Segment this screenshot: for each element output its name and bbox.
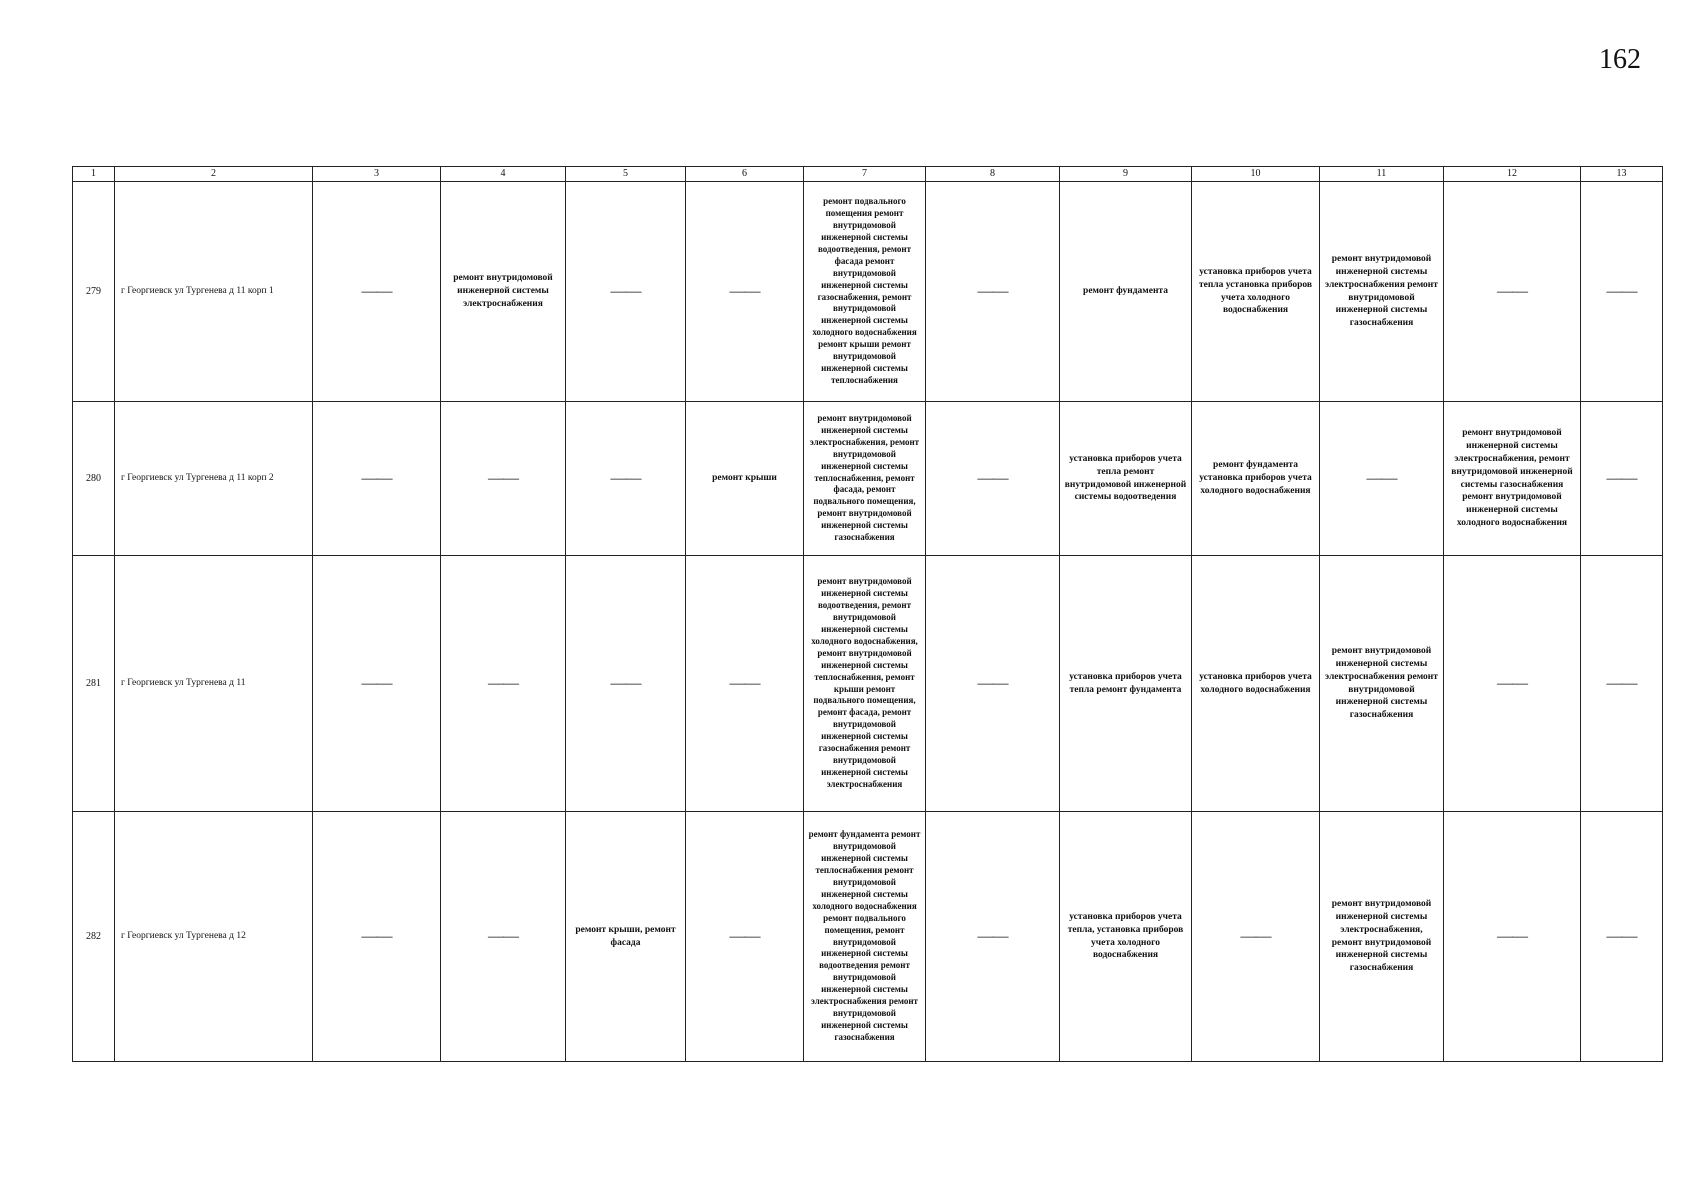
- cell-col8: ——: [926, 812, 1060, 1062]
- column-header: 4: [441, 167, 566, 182]
- cell-col4: ——: [441, 402, 566, 556]
- cell-col9: установка приборов учета тепла ремонт фундамента: [1060, 556, 1192, 812]
- cell-col3: ——: [313, 402, 441, 556]
- address-cell: г Георгиевск ул Тургенева д 11 корп 1: [115, 182, 313, 402]
- column-number-row: [73, 167, 1663, 182]
- cell-col13: ——: [1581, 812, 1663, 1062]
- cell-col10: установка приборов учета тепла установка приборов учета холодного водоснабжения: [1192, 182, 1320, 402]
- cell-col10: ——: [1192, 812, 1320, 1062]
- page-number: 162: [1599, 44, 1641, 75]
- cell-col5: ——: [566, 556, 686, 812]
- cell-col9: ремонт фундамента: [1060, 182, 1192, 402]
- cell-col7: ремонт внутридомовой инженерной системы водоотведения, ремонт внутридомовой инженерной системы холодного водоснабжения, ремонт внутридомовой инженерной системы теплоснабжения, ремонт крыши ремонт подвального помещения, ремонт фасада, ремонт внутридомовой инженерной системы газоснабжения ремонт внутридомовой инженерной системы электроснабжения: [804, 556, 926, 812]
- table-row: [73, 812, 1663, 1062]
- column-header: 9: [1060, 167, 1192, 182]
- cell-col11: ремонт внутридомовой инженерной системы электроснабжения ремонт внутридомовой инженерной системы газоснабжения: [1320, 556, 1444, 812]
- column-header: 11: [1320, 167, 1444, 182]
- cell-col5: ——: [566, 402, 686, 556]
- cell-col10: ремонт фундамента установка приборов учета холодного водоснабжения: [1192, 402, 1320, 556]
- row-number: 282: [73, 812, 115, 1062]
- cell-col12: ——: [1444, 812, 1581, 1062]
- column-header: 6: [686, 167, 804, 182]
- column-header: 5: [566, 167, 686, 182]
- column-header: 13: [1581, 167, 1663, 182]
- cell-col13: ——: [1581, 556, 1663, 812]
- cell-col6: ——: [686, 812, 804, 1062]
- row-number: 280: [73, 402, 115, 556]
- cell-col3: ——: [313, 812, 441, 1062]
- cell-col9: установка приборов учета тепла, установка приборов учета холодного водоснабжения: [1060, 812, 1192, 1062]
- column-header: 10: [1192, 167, 1320, 182]
- column-header: 8: [926, 167, 1060, 182]
- address-cell: г Георгиевск ул Тургенева д 11 корп 2: [115, 402, 313, 556]
- cell-col6: ——: [686, 556, 804, 812]
- cell-col7: ремонт фундамента ремонт внутридомовой инженерной системы теплоснабжения ремонт внутридомовой инженерной системы холодного водоснабжения ремонт подвального помещения, ремонт внутридомовой инженерной системы водоотведения ремонт внутридомовой инженерной системы электроснабжения ремонт внутридомовой инженерной системы газоснабжения: [804, 812, 926, 1062]
- cell-col3: ——: [313, 182, 441, 402]
- cell-col7: ремонт внутридомовой инженерной системы электроснабжения, ремонт внутридомовой инженерной системы теплоснабжения, ремонт фасада, ремонт подвального помещения, ремонт внутридомовой инженерной системы газоснабжения: [804, 402, 926, 556]
- row-number: 279: [73, 182, 115, 402]
- table-row: [73, 402, 1663, 556]
- repair-schedule-table: [72, 166, 1663, 1062]
- cell-col11: ремонт внутридомовой инженерной системы электроснабжения ремонт внутридомовой инженерной системы газоснабжения: [1320, 182, 1444, 402]
- cell-col4: ——: [441, 556, 566, 812]
- cell-col6: ремонт крыши: [686, 402, 804, 556]
- cell-col5: ремонт крыши, ремонт фасада: [566, 812, 686, 1062]
- address-cell: г Георгиевск ул Тургенева д 12: [115, 812, 313, 1062]
- cell-col8: ——: [926, 182, 1060, 402]
- table-row: [73, 182, 1663, 402]
- cell-col3: ——: [313, 556, 441, 812]
- column-header: 1: [73, 167, 115, 182]
- cell-col11: ——: [1320, 402, 1444, 556]
- cell-col9: установка приборов учета тепла ремонт внутридомовой инженерной системы водоотведения: [1060, 402, 1192, 556]
- row-number: 281: [73, 556, 115, 812]
- cell-col4: ремонт внутридомовой инженерной системы электроснабжения: [441, 182, 566, 402]
- cell-col11: ремонт внутридомовой инженерной системы электроснабжения, ремонт внутридомовой инженерной системы газоснабжения: [1320, 812, 1444, 1062]
- address-cell: г Георгиевск ул Тургенева д 11: [115, 556, 313, 812]
- cell-col4: ——: [441, 812, 566, 1062]
- column-header: 12: [1444, 167, 1581, 182]
- column-header: 7: [804, 167, 926, 182]
- cell-col10: установка приборов учета холодного водоснабжения: [1192, 556, 1320, 812]
- cell-col13: ——: [1581, 402, 1663, 556]
- column-header: 3: [313, 167, 441, 182]
- cell-col6: ——: [686, 182, 804, 402]
- column-header: 2: [115, 167, 313, 182]
- cell-col12: ——: [1444, 182, 1581, 402]
- cell-col12: ——: [1444, 556, 1581, 812]
- table-row: [73, 556, 1663, 812]
- cell-col8: ——: [926, 556, 1060, 812]
- cell-col8: ——: [926, 402, 1060, 556]
- cell-col7: ремонт подвального помещения ремонт внутридомовой инженерной системы водоотведения, ремонт фасада ремонт внутридомовой инженерной системы газоснабжения, ремонт внутридомовой инженерной системы холодного водоснабжения ремонт крыши ремонт внутридомовой инженерной системы теплоснабжения: [804, 182, 926, 402]
- cell-col13: ——: [1581, 182, 1663, 402]
- cell-col5: ——: [566, 182, 686, 402]
- cell-col12: ремонт внутридомовой инженерной системы электроснабжения, ремонт внутридомовой инженерной системы газоснабжения ремонт внутридомовой инженерной системы холодного водоснабжения: [1444, 402, 1581, 556]
